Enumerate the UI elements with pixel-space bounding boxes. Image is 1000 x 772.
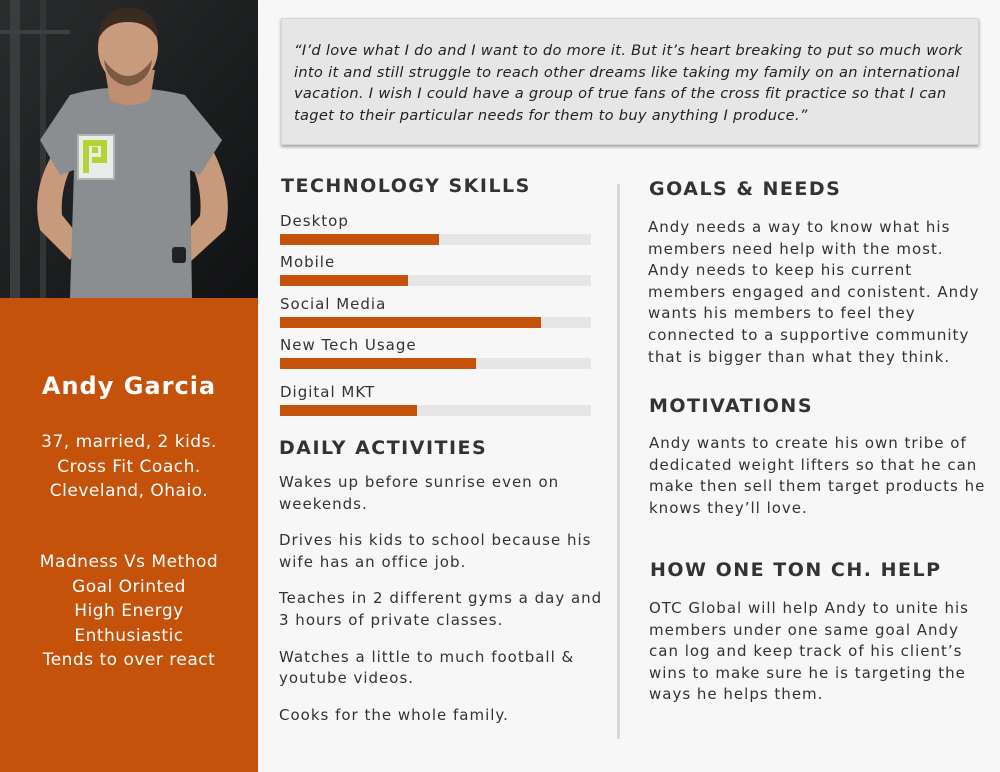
trait-item: Madness Vs Method: [39, 552, 219, 572]
trait-item: Tends to over react: [42, 650, 216, 670]
trait-item: High Energy: [74, 601, 184, 621]
activity-item: Teaches in 2 different gyms a day and 3 hours of private classes.: [279, 589, 603, 629]
quote-text: “I’d love what I do and I want to do more it. But it’s heart breaking to put so much work into it and still struggle to reach other dreams like taking my family on an international vacation. I wish I could have a group of true fans of the cross fit practice so that I can taget to their particular needs for them to buy anything I produce.”: [294, 42, 963, 124]
persona-about: [0, 430, 258, 504]
motivations-heading: MOTIVATIONS: [649, 395, 814, 417]
skill-item: [280, 336, 591, 369]
skill-bar-fill: [280, 275, 408, 286]
about-line: 37, married, 2 kids.: [41, 432, 217, 452]
technology-skills-heading: TECHNOLOGY SKILLS: [281, 175, 531, 197]
quote-box: [281, 18, 979, 145]
skill-label: Digital MKT: [280, 383, 376, 401]
skill-bar-track: [280, 317, 591, 328]
skill-label: Social Media: [280, 295, 387, 313]
activity-item: Drives his kids to school because his wife has an office job.: [279, 531, 592, 571]
skill-bar-track: [280, 358, 591, 369]
goals-heading: GOALS & NEEDS: [649, 178, 842, 200]
skill-label: New Tech Usage: [280, 336, 417, 354]
skill-item: [280, 383, 591, 416]
help-heading: HOW ONE TON CH. HELP: [650, 559, 942, 581]
skill-item: [280, 212, 591, 245]
skill-bar-fill: [280, 405, 417, 416]
about-line: Cross Fit Coach.: [57, 456, 201, 477]
persona-name: Andy Garcia: [41, 372, 217, 400]
daily-activities-heading: DAILY ACTIVITIES: [279, 437, 488, 459]
skill-bar-fill: [280, 234, 439, 245]
activity-item: Watches a little to much football & youtube videos.: [279, 647, 575, 688]
help-text: OTC Global will help Andy to unite his members under one same goal Andy can log and keep track of his client’s wins to make sure he is targeting the ways he helps them.: [649, 599, 969, 704]
skill-item: [280, 295, 591, 328]
goals-text: Andy needs a way to know what his members need help with the most. Andy needs to keep his current members engaged and conistent. Andy wants his members to feel they connected to a supportive community that is bigger than what they think.: [648, 218, 980, 366]
profile-photo: [0, 0, 258, 298]
skill-bar-track: [280, 405, 591, 416]
skill-bar-track: [280, 275, 591, 286]
trait-item: Enthusiastic: [74, 625, 184, 646]
skill-item: [280, 253, 591, 286]
profile-panel: [0, 0, 258, 772]
about-line: Cleveland, Ohaio.: [49, 481, 209, 501]
column-divider: [617, 184, 620, 739]
activity-item: Wakes up before sunrise even on weekends.: [279, 473, 560, 513]
trait-item: Goal Orinted: [72, 576, 186, 597]
persona-traits: [0, 550, 258, 673]
skill-bar-track: [280, 234, 591, 245]
skill-label: Desktop: [280, 212, 349, 230]
skill-bar-fill: [280, 358, 476, 369]
motivations-text: Andy wants to create his own tribe of dedicated weight lifters so that he can make then sell them target products he knows they’ll love.: [649, 434, 986, 517]
skill-bar-fill: [280, 317, 541, 328]
activity-item: Cooks for the whole family.: [279, 705, 509, 724]
daily-activities-list: [279, 472, 609, 741]
skill-label: Mobile: [280, 253, 336, 271]
